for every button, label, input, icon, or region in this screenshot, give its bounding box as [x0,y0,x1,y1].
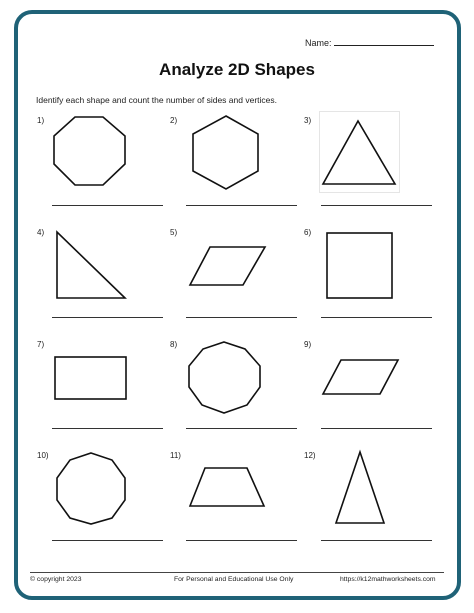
answer-line[interactable] [52,317,163,318]
footer-divider [30,572,444,573]
parallelogram-shape [321,357,401,397]
hexagon-shape [190,114,264,192]
answer-line[interactable] [52,205,163,206]
answer-line[interactable] [186,540,297,541]
answer-line[interactable] [321,317,432,318]
footer-usage: For Personal and Educational Use Only [174,576,294,583]
problem-number: 6) [304,228,312,237]
answer-line[interactable] [52,428,163,429]
problem-number: 9) [304,340,312,349]
name-label: Name: [305,38,332,48]
answer-line[interactable] [186,317,297,318]
square-shape [325,231,395,301]
problem-number: 4) [37,228,45,237]
problem-number: 5) [170,228,178,237]
problem-number: 7) [37,340,45,349]
problem-number: 12) [304,451,316,460]
name-field[interactable] [305,37,434,48]
footer-copyright: © copyright 2023 [30,576,82,583]
right-triangle-shape [53,229,129,301]
isosceles-triangle-shape [334,449,386,527]
answer-line[interactable] [186,205,297,206]
name-blank[interactable] [334,37,434,46]
problem-number: 1) [37,116,45,125]
problem-number: 10) [37,451,49,460]
rhombus-shape [188,244,268,288]
footer-website[interactable]: https://k12mathworksheets.com [340,576,436,583]
problem-number: 8) [170,340,178,349]
nonagon-shape [186,340,266,416]
answer-line[interactable] [321,428,432,429]
rectangle-shape [53,355,129,401]
triangle-shape [320,118,398,188]
page-title: Analyze 2D Shapes [159,60,315,79]
octagon-shape [50,114,130,190]
problem-number: 3) [304,116,312,125]
answer-line[interactable] [321,205,432,206]
instructions: Identify each shape and count the number of sides and vertices. [36,95,277,105]
problem-number: 2) [170,116,178,125]
decagon-shape [53,451,129,527]
answer-line[interactable] [52,540,163,541]
answer-line[interactable] [186,428,297,429]
trapezoid-shape [188,465,268,509]
answer-line[interactable] [321,540,432,541]
problem-number: 11) [170,451,181,460]
